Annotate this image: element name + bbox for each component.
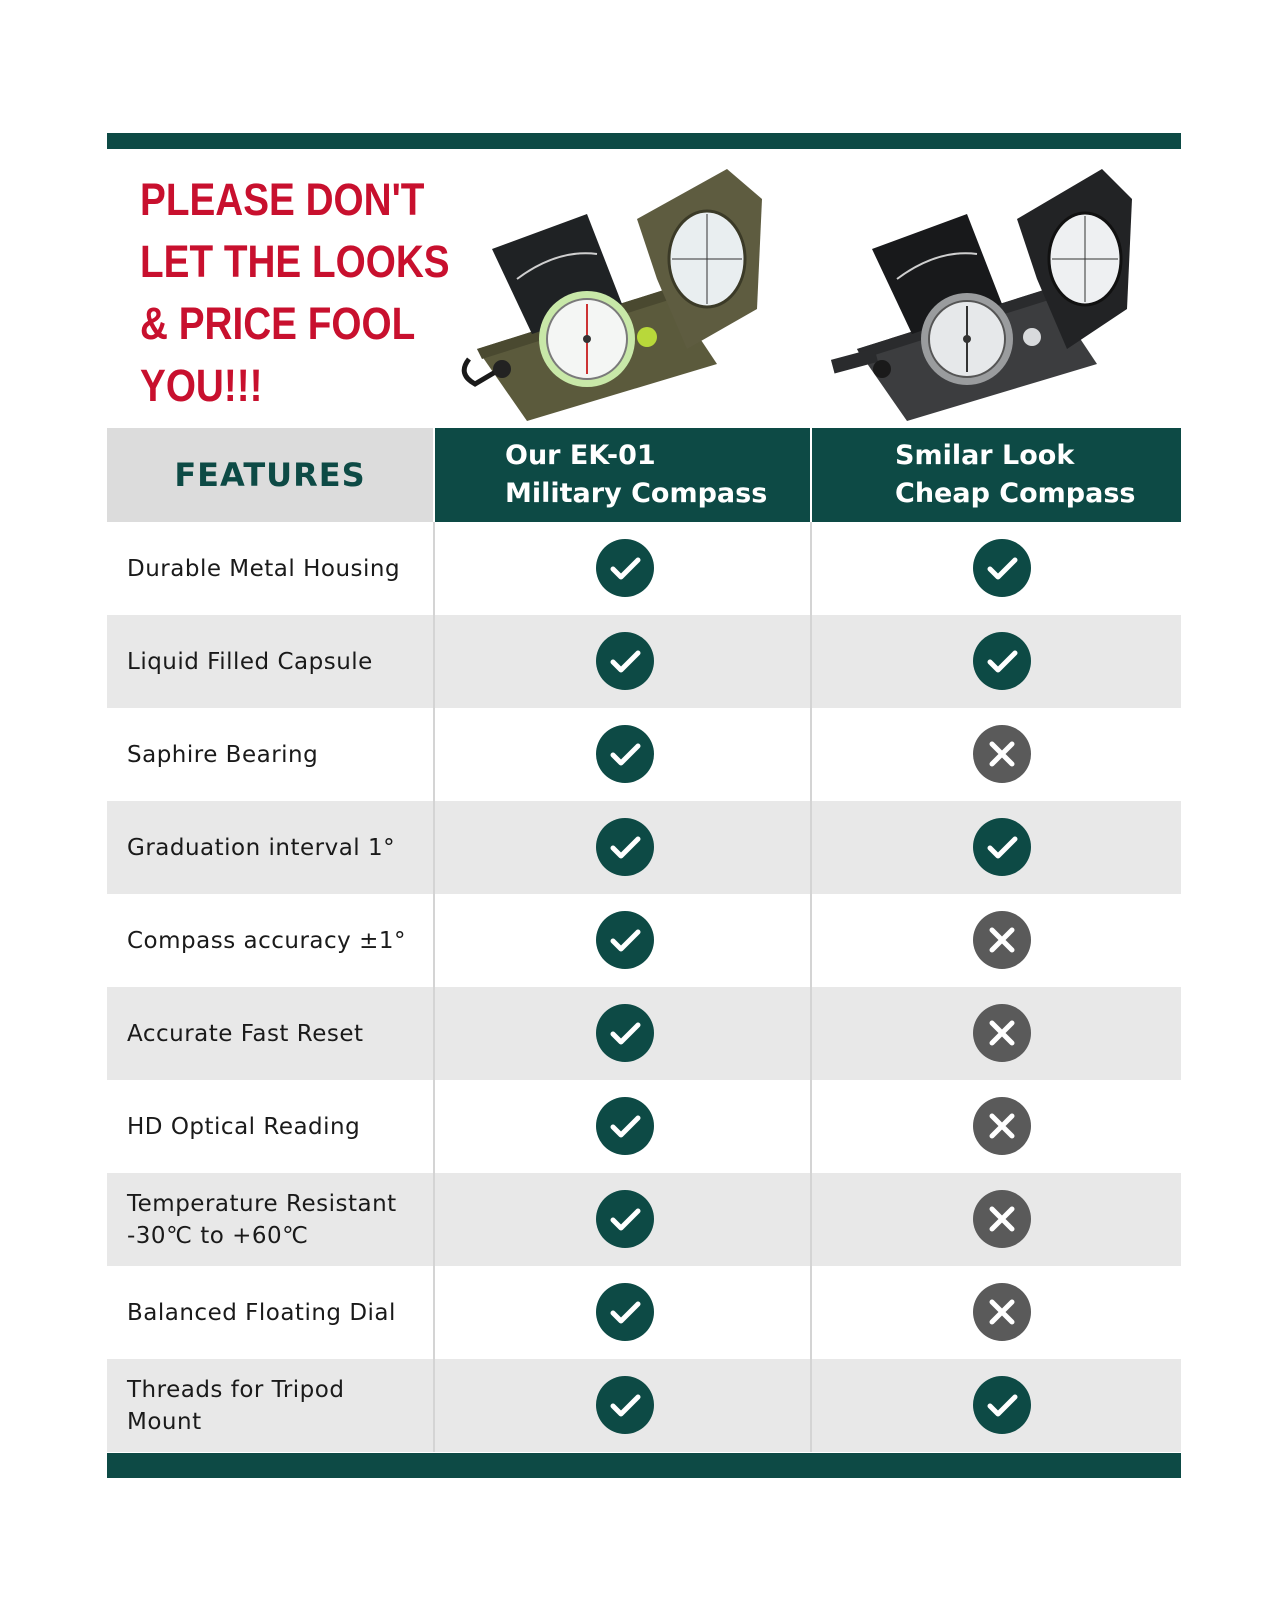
check-icon (595, 1189, 655, 1249)
cheap-compass-image (827, 159, 1147, 421)
feature-cell (127, 1173, 427, 1266)
feature-label: Threads for Tripod Mount (127, 1376, 345, 1435)
column-divider (433, 1266, 435, 1359)
feature-rows (107, 522, 1181, 1452)
headline-line-1: PLEASE DON'T (140, 174, 425, 225)
cross-icon (972, 910, 1032, 970)
table-row (107, 1080, 1181, 1173)
table-row (107, 894, 1181, 987)
feature-label: Durable Metal Housing (127, 555, 401, 582)
check-icon (595, 1003, 655, 1063)
cross-icon (972, 1003, 1032, 1063)
ours-header-line-1: Our EK-01 (505, 440, 656, 471)
feature-label: Balanced Floating Dial (127, 1299, 396, 1326)
column-divider (810, 1359, 812, 1452)
feature-label: Compass accuracy ±1° (127, 927, 406, 954)
headline-line-4: YOU!!! (140, 360, 263, 411)
table-row (107, 522, 1181, 615)
feature-cell (127, 708, 427, 801)
ours-header-line-2: Military Compass (505, 478, 768, 509)
column-divider (810, 1173, 812, 1266)
top-bar (107, 133, 1181, 149)
column-divider (810, 894, 812, 987)
check-icon (595, 724, 655, 784)
bottom-bar (107, 1453, 1181, 1478)
table-row (107, 987, 1181, 1080)
check-icon (595, 538, 655, 598)
feature-label: Temperature Resistant -30℃ to +60℃ (127, 1190, 397, 1249)
headline-line-3: & PRICE FOOL (140, 298, 416, 349)
feature-cell (127, 615, 427, 708)
feature-cell (127, 1266, 427, 1359)
cheap-header-line-2: Cheap Compass (895, 478, 1136, 509)
check-icon (595, 631, 655, 691)
column-divider (433, 987, 435, 1080)
check-icon (972, 817, 1032, 877)
feature-label: HD Optical Reading (127, 1113, 361, 1140)
cross-icon (972, 724, 1032, 784)
check-icon (595, 1096, 655, 1156)
feature-cell (127, 1080, 427, 1173)
check-icon (595, 817, 655, 877)
column-divider (433, 615, 435, 708)
column-divider (433, 1173, 435, 1266)
column-divider (810, 522, 812, 615)
column-divider (433, 522, 435, 615)
feature-label: Saphire Bearing (127, 741, 319, 768)
table-row (107, 708, 1181, 801)
feature-label: Accurate Fast Reset (127, 1020, 364, 1047)
column-divider (810, 708, 812, 801)
ours-column-header (435, 428, 810, 522)
column-divider (433, 1080, 435, 1173)
feature-cell (127, 801, 427, 894)
column-divider (810, 1080, 812, 1173)
column-divider (433, 801, 435, 894)
cross-icon (972, 1189, 1032, 1249)
features-header-label: FEATURES (174, 456, 366, 494)
column-divider (433, 708, 435, 801)
column-divider (810, 615, 812, 708)
column-divider (433, 1359, 435, 1452)
headline-line-2: LET THE LOOKS (140, 236, 450, 287)
table-row (107, 801, 1181, 894)
column-divider (810, 801, 812, 894)
check-icon (595, 1375, 655, 1435)
cross-icon (972, 1282, 1032, 1342)
feature-label: Graduation interval 1° (127, 834, 396, 861)
feature-cell (127, 1359, 427, 1452)
check-icon (972, 1375, 1032, 1435)
check-icon (595, 910, 655, 970)
table-row (107, 615, 1181, 708)
feature-cell (127, 894, 427, 987)
check-icon (972, 538, 1032, 598)
feature-cell (127, 522, 427, 615)
feature-label: Liquid Filled Capsule (127, 648, 373, 675)
headline (140, 169, 450, 417)
check-icon (595, 1282, 655, 1342)
table-header (107, 428, 1181, 522)
cross-icon (972, 1096, 1032, 1156)
ours-compass-image (457, 159, 777, 421)
cheap-column-header (812, 428, 1181, 522)
column-divider (810, 1266, 812, 1359)
table-row (107, 1173, 1181, 1266)
comparison-chart (107, 133, 1181, 1478)
table-row (107, 1266, 1181, 1359)
column-divider (433, 894, 435, 987)
table-row (107, 1359, 1181, 1452)
column-divider (810, 987, 812, 1080)
feature-cell (127, 987, 427, 1080)
check-icon (972, 631, 1032, 691)
features-header (107, 428, 433, 522)
cheap-header-line-1: Smilar Look (895, 440, 1075, 471)
